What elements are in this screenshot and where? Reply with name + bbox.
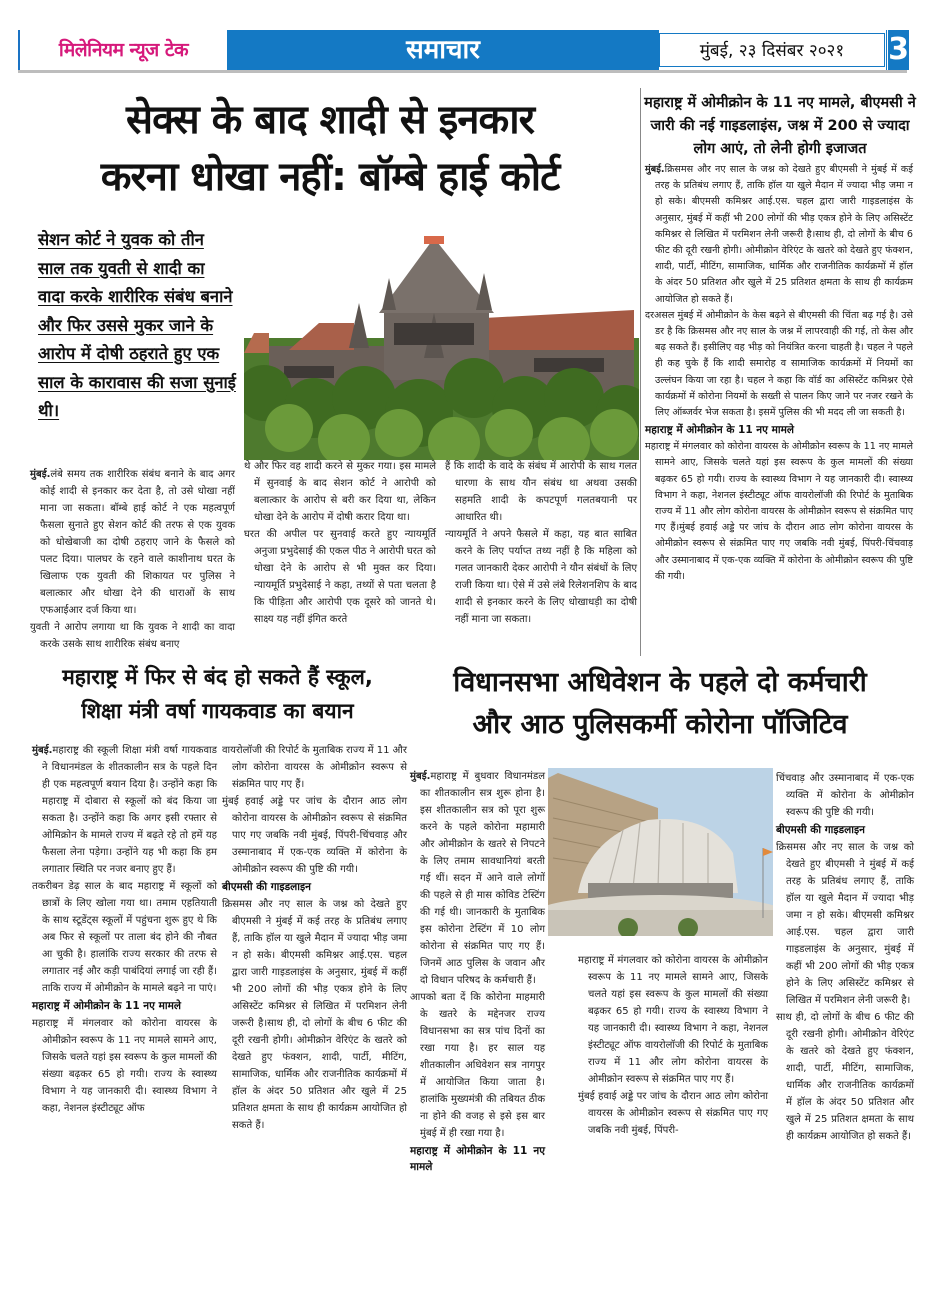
lead-story-column-3: हैं कि शादी के वादे के संबंध में आरोपी के साथ गलत धारणा के साथ यौन संबंध था अथवा उसकी सहमति शादी के कपटपूर्ण गलतबयानी पर आधारित थी। न्यायमूर्ति ने अपने फैसले में कहा, यह बात साबित करने के लिए पर्याप्त तथ्य नहीं है कि महिला को गलत जानकारी देकर आरोपी ने यौन संबंधों के लिए राजी किया था। ऐसे में उसे लंबे रिलेशनशिप के बाद शादी से इनकार करने के लिए धोखाधड़ी का दोषी नहीं माना जा सकता।: [445, 461, 637, 625]
page-number: 3: [885, 30, 909, 70]
assembly-story-column-3: चिंचवाड़ और उस्मानाबाद में एक-एक व्यक्ति में कोरोना के ओमीक्रोन स्वरूप की पुष्टि की गयी। बीएमसी की गाइडलाइन क्रिसमस और नए साल के जश्न को देखते हुए बीएमसी ने मुंबई में कई तरह के प्रतिबंध लगाए हैं, ताकि हॉल या खुले मैदान में ज्यादा भीड़ जमा न हो सके। बीएमसी कमिश्नर आई.एस. चहल द्वारा जारी गाइडलाइंस के अनुसार, मुंबई में कहीं भी 200 लोगों की भीड़ एकत्र होने के लिए असिस्टेंट कमिश्नर से लिखित में परमिशन लेनी जरूरी है। साथ ही, दो लोगों के बीच 6 फीट की दूरी रखनी होगी। ओमीक्रोन वेरिएंट के खतरे को देखते हुए फंक्शन, शादी, पार्टी, मीटिंग, सामाजिक, धार्मिक और राजनीतिक कार्यक्रमों में हॉल के अंदर 50 प्रतिशत और खुले में 25 प्रतिशत क्षमता के साथ ही कार्यक्रम आयोजित हो सकते हैं।: [776, 773, 914, 1142]
masthead: [18, 30, 907, 70]
section-title: समाचार: [227, 30, 659, 70]
omicron-bmc-headline: महाराष्ट्र में ओमीक्रोन के 11 नए मामले, बीएमसी ने जारी की नई गाइडलाइंस, जश्न में 200 से ज्यादा लोग आएं, तो लेनी होगी इजाजत: [644, 95, 916, 157]
masthead-divider: [18, 70, 907, 73]
subhead: महाराष्ट्र में ओमीक्रोन के 11 नए मामले: [645, 424, 794, 437]
vidhan-bhavan-image: [548, 768, 773, 936]
school-story-column-2: वायरोलॉजी की रिपोर्ट के मुताबिक राज्य में 11 और लोग कोरोना वायरस के ओमीक्रोन स्वरूप से संक्रमित पाए गए हैं। मुंबई हवाई अड्डे पर जांच के दौरान आठ लोग कोरोना वायरस के ओमीक्रोन स्वरूप से संक्रमित पाए गए जबकि नवी मुंबई, पिंपरी-चिंचवाड़ और उस्मानाबाद में एक-एक व्यक्ति में कोरोना के ओमीक्रोन स्वरूप की पुष्टि की गयी। बीएमसी की गाइडलाइन क्रिसमस और नए साल के जश्न को देखते हुए बीएमसी ने मुंबई में कई तरह के प्रतिबंध लगाए हैं, ताकि हॉल या खुले मैदान में ज्यादा भीड़ जमा न हो सके। बीएमसी कमिश्नर आई.एस. चहल द्वारा जारी गाइडलाइंस के अनुसार, मुंबई में कहीं भी 200 लोगों की भीड़ एकत्र होने के लिए असिस्टेंट कमिश्नर से लिखित में परमिशन लेनी जरूरी है।साथ ही, दो लोगों के बीच 6 फीट की दूरी रखनी होगी। ओमीक्रोन वेरिएंट के खतरे को देखते हुए फंक्शन, शादी, पार्टी, मीटिंग, सामाजिक, धार्मिक और राजनीतिक कार्यक्रमों में हॉल के अंदर 50 प्रतिशत और खुले में 25 प्रतिशत क्षमता के साथ ही कार्यक्रम आयोजित हो सकते हैं।: [222, 745, 407, 1131]
school-story-column-1: मुंबई.महाराष्ट्र की स्कूली शिक्षा मंत्री वर्षा गायकवाड ने विधानमंडल के शीतकालीन सत्र के पहले दिन ही एक महत्वपूर्ण बयान दिया है। उन्होंने कहा कि महाराष्ट्र में दोबारा से स्कूलों को बंद किया जा सकता है। उन्होंने कहा कि अगर इसी रफ्तार से ओमिक्रोन के मामले राज्य में बढ़ते रहे तो हमें यह फैसला लेना पड़ेगा। उन्होंने यह भी कहा कि हम लगातार स्थिति पर नजर बनाए हुए हैं। तकरीबन डेढ़ साल के बाद महाराष्ट्र में स्कूलों को छात्रों के लिए खोला गया था। तमाम एहतियाती के साथ स्टूडेंट्स स्कूलों में पहुंचना शुरू हुए थे कि अब फिर से स्कूलों पर ताला बंद होने की नौबत आ चुकी है। हालांकि राज्य सरकार की तरफ से लगातार नई और कड़ी पाबंदियां लगाई जा रही हैं। ताकि राज्य में ओमीक्रोन के मामले बढ़ने ना पाएं। महाराष्ट्र में ओमीक्रोन के 11 नए मामले महाराष्ट्र में मंगलवार को कोरोना वायरस के ओमीक्रोन स्वरूप के 11 नए मामले सामने आए, जिसके चलते यहां इस स्वरूप के कुल मामलों की संख्या बढ़कर 65 हो गयी। राज्य के स्वास्थ्य विभाग ने यह जानकारी दी। स्वास्थ्य विभाग ने कहा, नेशनल इंस्टीट्यूट ऑफ: [32, 745, 217, 1114]
dateline: मुंबई.: [32, 745, 53, 756]
subhead: महाराष्ट्र में ओमीक्रोन के 11 नए मामले: [410, 1145, 545, 1173]
assembly-covid-headline: विधानसभा अधिवेशन के पहले दो कर्मचारी और आठ पुलिसकर्मी कोरोना पॉजिटिव: [453, 667, 867, 740]
dateline: मुंबई.: [30, 469, 51, 480]
column-divider: [640, 88, 641, 656]
lead-story-column-2: थे और फिर वह शादी करने से मुकर गया। इस मामले में सुनवाई के बाद सेशन कोर्ट ने आरोपी को बलात्कार के आरोप से बरी कर दिया था, लेकिन धोखा देने के आरोप में दोषी करार दिया था। घरत की अपील पर सुनवाई करते हुए न्यायमूर्ति अनुजा प्रभुदेसाई की एकल पीठ ने आरोपी घरत को धोखा देने के आरोप से भी मुक्त कर दिया। न्यायमूर्ति प्रभुदेसाई ने कहा, तथ्यों से पता चलता है कि पीड़िता और आरोपी एक दूसरे को जानते थे। साक्ष्य यह नहीं इंगित करते: [244, 461, 436, 625]
lead-headline: [30, 92, 630, 206]
dateline: मुंबई.: [410, 771, 431, 782]
lead-story-column-1: मुंबई.लंबे समय तक शारीरिक संबंध बनाने के बाद अगर कोई शादी से इनकार कर देता है, तो उसे धोखा नहीं माना जा सकता। बॉम्बे हाई कोर्ट ने एक महत्वपूर्ण फैसला सुनाते हुए सेशन कोर्ट की तरफ से एक युवक को धोखेबाजी का दोषी ठहराए जाने के फैसले को पलट दिया। पालघर के रहने वाले काशीनाथ घरत के खिलाफ एक युवती की शिकायत पर पुलिस ने बलात्कार और धोखा देने की धाराओं के साथ एफआईआर दर्ज किया था। युवती ने आरोप लगाया था कि युवक ने शादी का वादा करके उसके साथ शारीरिक संबंध बनाए: [30, 469, 235, 650]
dateline: मुंबई.: [645, 164, 665, 175]
omicron-bmc-story: मुंबई.क्रिसमस और नए साल के जश्न को देखते हुए बीएमसी ने मुंबई में कई तरह के प्रतिबंध लगाए हैं, ताकि हॉल या खुले मैदान में ज्यादा भीड़ जमा न हो सके। बीएमसी कमिश्नर आई.एस. चहल द्वारा जारी गाइडलाइंस के अनुसार, मुंबई में कहीं भी 200 लोगों की भीड़ एकत्र होने के लिए असिस्टेंट कमिश्नर से लिखित में परमिशन लेनी जरूरी है।साथ ही, दो लोगों के बीच 6 फीट की दूरी रखनी होगी। ओमीक्रोन वेरिएंट के खतरे को देखते हुए फंक्शन, शादी, पार्टी, मीटिंग, सामाजिक, धार्मिक और राजनीतिक कार्यक्रमों में हॉल के अंदर 50 प्रतिशत और खुले में 25 प्रतिशत क्षमता के साथ ही कार्यक्रम आयोजित हो सकते हैं। दरअसल मुंबई में ओमीक्रोन के केस बढ़ने से बीएमसी की चिंता बढ़ गई है। उसे डर है कि क्रिसमस और नए साल के जश्न में लापरवाही की गई, तो केस और बढ़ सकते हैं। इसीलिए वह भीड़ को नियंत्रित करना चाहती है। चहल ने पहले ही कह चुके हैं कि शादी समारोह व सामाजिक कार्यक्रमों में नियमों का उल्लंघन किया जा रहा है। चहल ने कहा कि वॉर्ड का असिस्टेंट कमिश्नर ऐसे कार्यक्रमों में कोरोना नियमों के सख्ती से पालन किए जाने पर नजर रखने के लिए ऑब्जर्वर भेज सकता है। इसमें पुलिस की भी मदद ली जा सकती है। महाराष्ट्र में ओमीक्रोन के 11 नए मामले महाराष्ट्र में मंगलवार को कोरोना वायरस के ओमीक्रोन स्वरूप के 11 नए मामले सामने आए, जिसके चलते यहां इस स्वरूप के कुल मामलों की संख्या बढ़कर 65 हो गयी। राज्य के स्वास्थ्य विभाग ने यह जानकारी दी। स्वास्थ्य विभाग ने कहा, नेशनल इंस्टीट्यूट ऑफ वायरोलॉजी की रिपोर्ट के मुताबिक राज्य में 11 और लोग कोरोना वायरस के ओमीक्रोन स्वरूप से संक्रमित पाए गए हैं।मुंबई हवाई अड्डे पर जांच के दौरान आठ लोग कोरोना वायरस के ओमीक्रोन स्वरूप से संक्रमित पाए गए जबकि नवी मुंबई, पिंपरी-चिंचवाड़ और उस्मानाबाद में एक-एक व्यक्ति में कोरोना के ओमीक्रोन स्वरूप की पुष्टि की गयी।: [645, 164, 913, 582]
lead-headline-line1: सेक्स के बाद शादी से इनकार: [126, 97, 534, 143]
bombay-high-court-photo: [244, 218, 639, 460]
school-closure-headline: महाराष्ट्र में फिर से बंद हो सकते हैं स्कूल, शिक्षा मंत्री वर्षा गायकवाड का बयान: [62, 665, 373, 723]
subhead: महाराष्ट्र में ओमीक्रोन के 11 नए मामले: [32, 1000, 181, 1012]
edition-date: मुंबई, २३ दिसंबर २०२१: [659, 33, 885, 67]
assembly-story-column-2: महाराष्ट्र में मंगलवार को कोरोना वायरस के ओमीक्रोन स्वरूप के 11 नए मामले सामने आए, जिसके चलते यहां इस स्वरूप के कुल मामलों की संख्या बढ़कर 65 हो गयी। राज्य के स्वास्थ्य विभाग ने यह जानकारी दी। स्वास्थ्य विभाग ने कहा, नेशनल इंस्टीट्यूट ऑफ वायरोलॉजी की रिपोर्ट के मुताबिक राज्य में 11 और लोग कोरोना वायरस के ओमीक्रोन स्वरूप से संक्रमित पाए गए हैं। मुंबई हवाई अड्डे पर जांच के दौरान आठ लोग कोरोना वायरस के ओमीक्रोन स्वरूप से संक्रमित पाए गए जबकि नवी मुंबई, पिंपरी-: [578, 955, 768, 1136]
subhead: बीएमसी की गाइडलाइन: [222, 881, 311, 893]
vidhan-bhavan-photo: [548, 768, 773, 936]
lead-subdeck: सेशन कोर्ट ने युवक को तीन साल तक युवती से शादी का वादा करके शारीरिक संबंध बनाने और फिर उससे मुकर जाने के आरोप में दोषी ठहराते हुए एक साल के कारावास की सजा सुनाई थी।: [38, 230, 236, 420]
subhead: बीएमसी की गाइडलाइन: [776, 824, 865, 836]
lead-headline-line2: करना धोखा नहीं: बॉम्बे हाई कोर्ट: [100, 154, 560, 200]
high-court-building-image: [244, 218, 639, 460]
newspaper-brand: मिलेनियम न्यूज टेक: [20, 30, 227, 70]
assembly-story-column-1: मुंबई.महाराष्ट्र में बुधवार विधानमंडल का शीतकालीन सत्र शुरू होना है। इस शीतकालीन सत्र को पूरा शुरू करने के पहले कोरोना महामारी और ओमीक्रोन के खतरे से निपटने के लिए तमाम सावधानियां बरती गई थीं। सदन में आने वाले लोगों की पहले से ही मास कोविड टेस्टिंग की गई थी। जानकारी के मुताबिक इस कोरोना टेस्टिंग में 10 लोग कोरोना से संक्रमित पाए गए हैं। जिनमें आठ पुलिस के जवान और दो विधान परिषद के कर्मचारी हैं। आपको बता दें कि कोरोना माहमारी के खतरे के मद्देनजर राज्य विधानसभा का सत्र पांच दिनों का रखा गया है। हर साल यह शीतकालीन अधिवेशन सत्र नागपुर में आयोजित किया जाता है। हालांकि मुख्यमंत्री की तबियत ठीक ना होने की वजह से इसे इस बार मुंबई में ही रखा गया है। महाराष्ट्र में ओमीक्रोन के 11 नए मामले: [410, 771, 545, 1173]
